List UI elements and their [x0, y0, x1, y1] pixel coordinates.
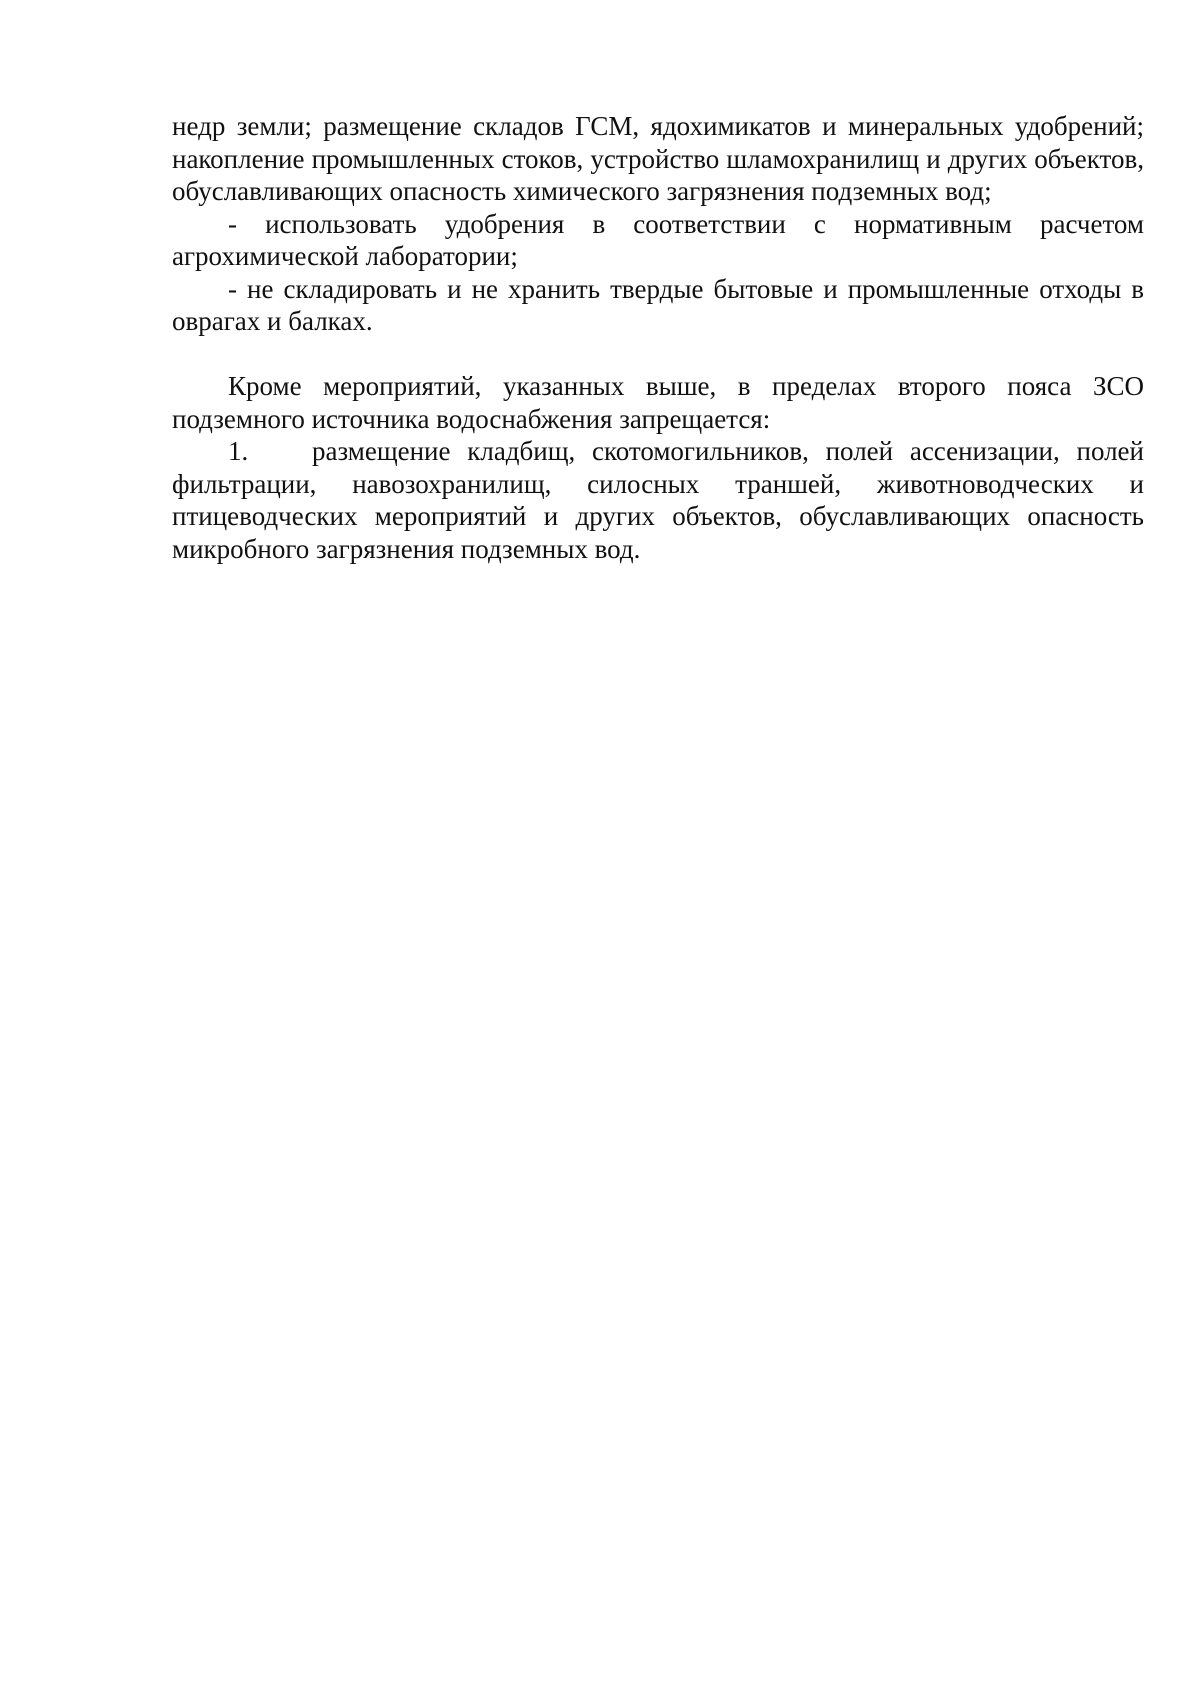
list-item-number: 1. — [228, 436, 249, 466]
list-item-text: размещение кладбищ, скотомогильников, полей ассенизации, полей фильтрации, навозохранилищ, силосных траншей, животноводческих и птицеводческих мероприятий и других объектов, обуславливающих опасность микробного загрязнения подземных вод. — [172, 436, 1144, 564]
paragraph-intro: Кроме мероприятий, указанных выше, в пределах второго пояса ЗСО подземного источника водоснабжения запрещается: — [172, 371, 1144, 434]
document-body — [172, 110, 1144, 565]
paragraph-continuation: недр земли; размещение складов ГСМ, ядохимикатов и минеральных удобрений; накопление промышленных стоков, устройство шламохранилищ и других объектов, обуславливающих опасность химического загрязнения подземных вод; — [172, 111, 1144, 206]
bullet-fertilizers: - использовать удобрения в соответствии с нормативным расчетом агрохимической лаборатории; — [172, 208, 1144, 271]
list-item — [172, 435, 1144, 565]
bullet-waste: - не складировать и не хранить твердые бытовые и промышленные отходы в оврагах и балках. — [172, 273, 1144, 336]
